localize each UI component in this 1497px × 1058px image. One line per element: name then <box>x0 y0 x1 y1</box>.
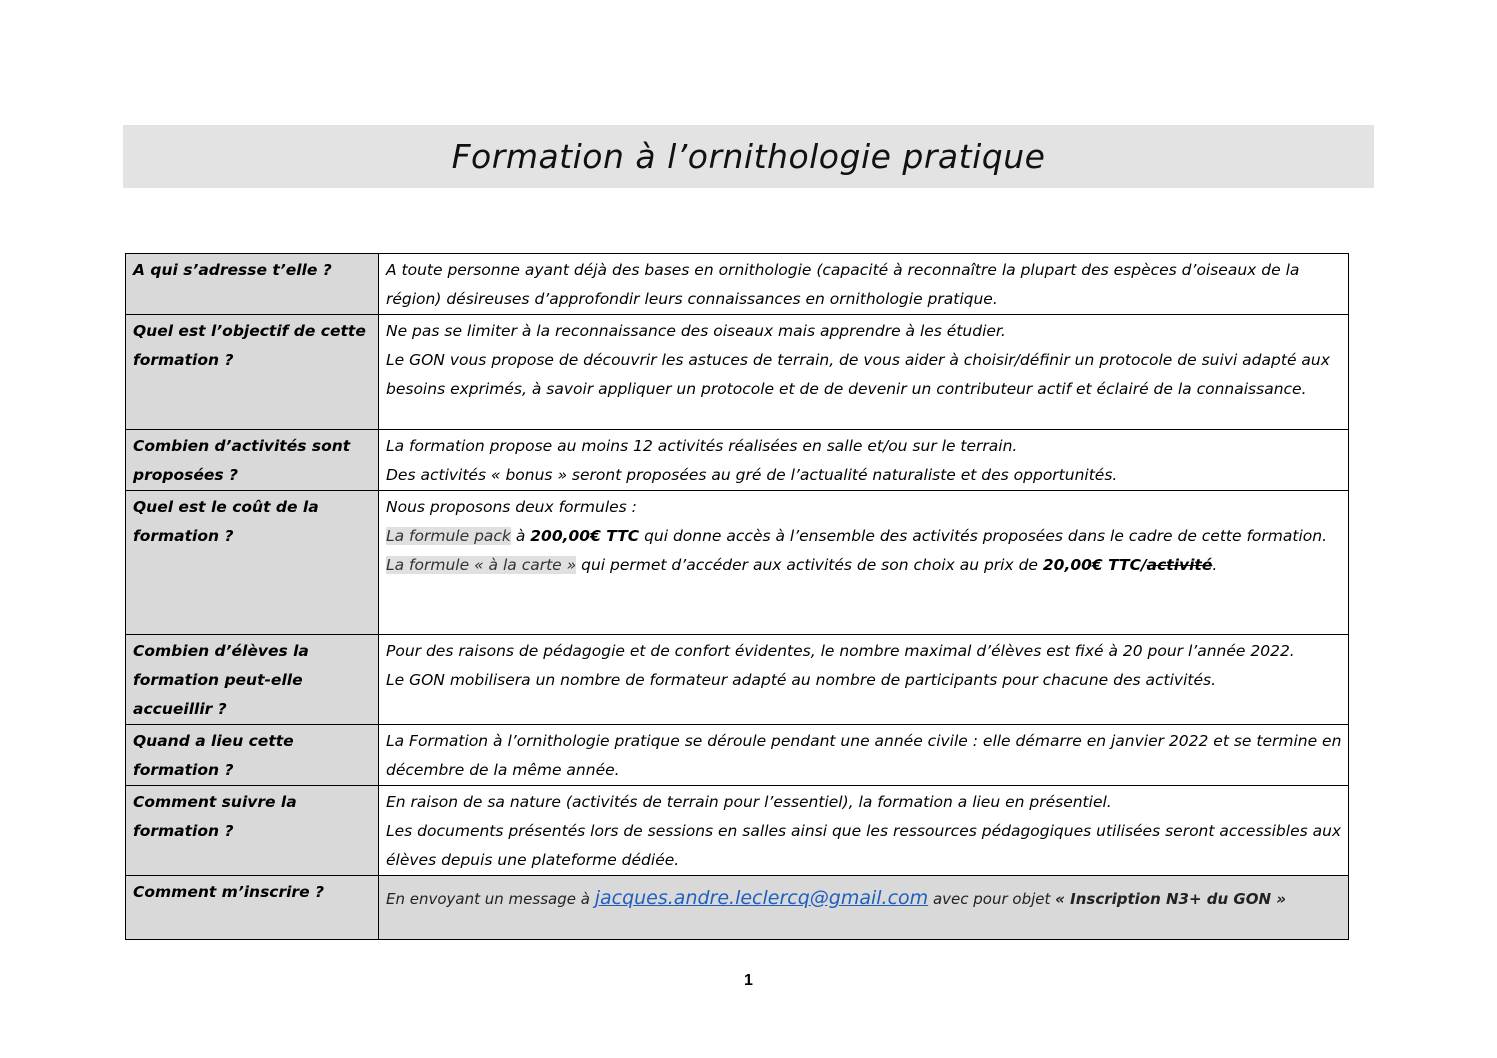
table-row <box>126 876 1349 940</box>
table-row <box>126 430 1349 491</box>
answer-text: Les documents présentés lors de sessions en salles ainsi que les ressources pédagogiques utilisées seront accessibles aux élèves depuis une plateforme dédiée. <box>386 822 1342 869</box>
question-cell: Comment suivre la formation ? <box>126 786 379 876</box>
answer-text: Le GON mobilisera un nombre de formateur adapté au nombre de participants pour chacune des activités. <box>386 671 1216 689</box>
answer-text: Le GON vous propose de découvrir les astuces de terrain, de vous aider à choisir/définir un protocole de suivi adapté aux besoins exprimés, à savoir appliquer un protocole et de de devenir un contributeur actif et éclairé de la connaissance. <box>386 351 1330 398</box>
answer-text: La formation propose au moins 12 activités réalisées en salle et/ou sur le terrain. <box>386 437 1018 455</box>
carte-unit: activité <box>1146 556 1213 574</box>
table-row <box>126 786 1349 876</box>
question-cell: Combien d’activités sont proposées ? <box>126 430 379 491</box>
answer-text: Des activités « bonus » seront proposées au gré de l’actualité naturaliste et des opportunités. <box>386 466 1118 484</box>
answer-cell <box>379 635 1349 725</box>
question-cell: A qui s’adresse t’elle ? <box>126 254 379 315</box>
answer-cell <box>379 315 1349 430</box>
cost-intro: Nous proposons deux formules : <box>386 498 637 516</box>
email-subject: « Inscription N3+ du GON » <box>1055 890 1287 908</box>
question-cell: Combien d’élèves la formation peut-elle accueillir ? <box>126 635 379 725</box>
page-title: Formation à l’ornithologie pratique <box>451 137 1046 176</box>
info-table <box>125 253 1349 940</box>
question-cell: Quel est l’objectif de cette formation ? <box>126 315 379 430</box>
answer-text: En raison de sa nature (activités de terrain pour l’essentiel), la formation a lieu en présentiel. <box>386 793 1112 811</box>
title-band <box>123 125 1374 188</box>
table-row <box>126 254 1349 315</box>
answer-text: Ne pas se limiter à la reconnaissance des oiseaux mais apprendre à les étudier. <box>386 322 1006 340</box>
answer-cell <box>379 725 1349 786</box>
question-cell: Quel est le coût de la formation ? <box>126 491 379 635</box>
table-row <box>126 725 1349 786</box>
table-row <box>126 491 1349 635</box>
answer-cell <box>379 254 1349 315</box>
answer-cell <box>379 491 1349 635</box>
pack-formula: La formule pack à 200,00€ TTC qui donne accès à l’ensemble des activités proposées dans le cadre de cette formation. <box>386 527 1327 545</box>
table-row <box>126 315 1349 430</box>
question-cell: Comment m’inscrire ? <box>126 876 379 940</box>
answer-text: La Formation à l’ornithologie pratique se déroule pendant une année civile : elle démarre en janvier 2022 et se termine en décembre de la même année. <box>386 732 1342 779</box>
carte-price: 20,00€ TTC/ <box>1042 556 1147 574</box>
pack-label: La formule pack <box>386 527 511 545</box>
carte-formula: La formule « à la carte » qui permet d’accéder aux activités de son choix au prix de 20,00€ TTC/activité. <box>386 556 1218 574</box>
question-cell: Quand a lieu cette formation ? <box>126 725 379 786</box>
table-row <box>126 635 1349 725</box>
answer-text: A toute personne ayant déjà des bases en ornithologie (capacité à reconnaître la plupart des espèces d’oiseaux de la région) désireuses d’approfondir leurs connaissances en ornithologie pratique. <box>386 261 1300 308</box>
answer-cell <box>379 430 1349 491</box>
pack-price: 200,00€ TTC <box>530 527 640 545</box>
answer-cell <box>379 786 1349 876</box>
answer-cell: En envoyant un message à jacques.andre.leclercq@gmail.com avec pour objet « Inscription N3+ du GON » <box>379 876 1349 940</box>
answer-text: Pour des raisons de pédagogie et de confort évidentes, le nombre maximal d’élèves est fixé à 20 pour l’année 2022. <box>386 642 1295 660</box>
email-link[interactable]: jacques.andre.leclercq@gmail.com <box>594 887 929 909</box>
carte-label: La formule « à la carte » <box>386 556 577 574</box>
page-number: 1 <box>744 972 753 989</box>
